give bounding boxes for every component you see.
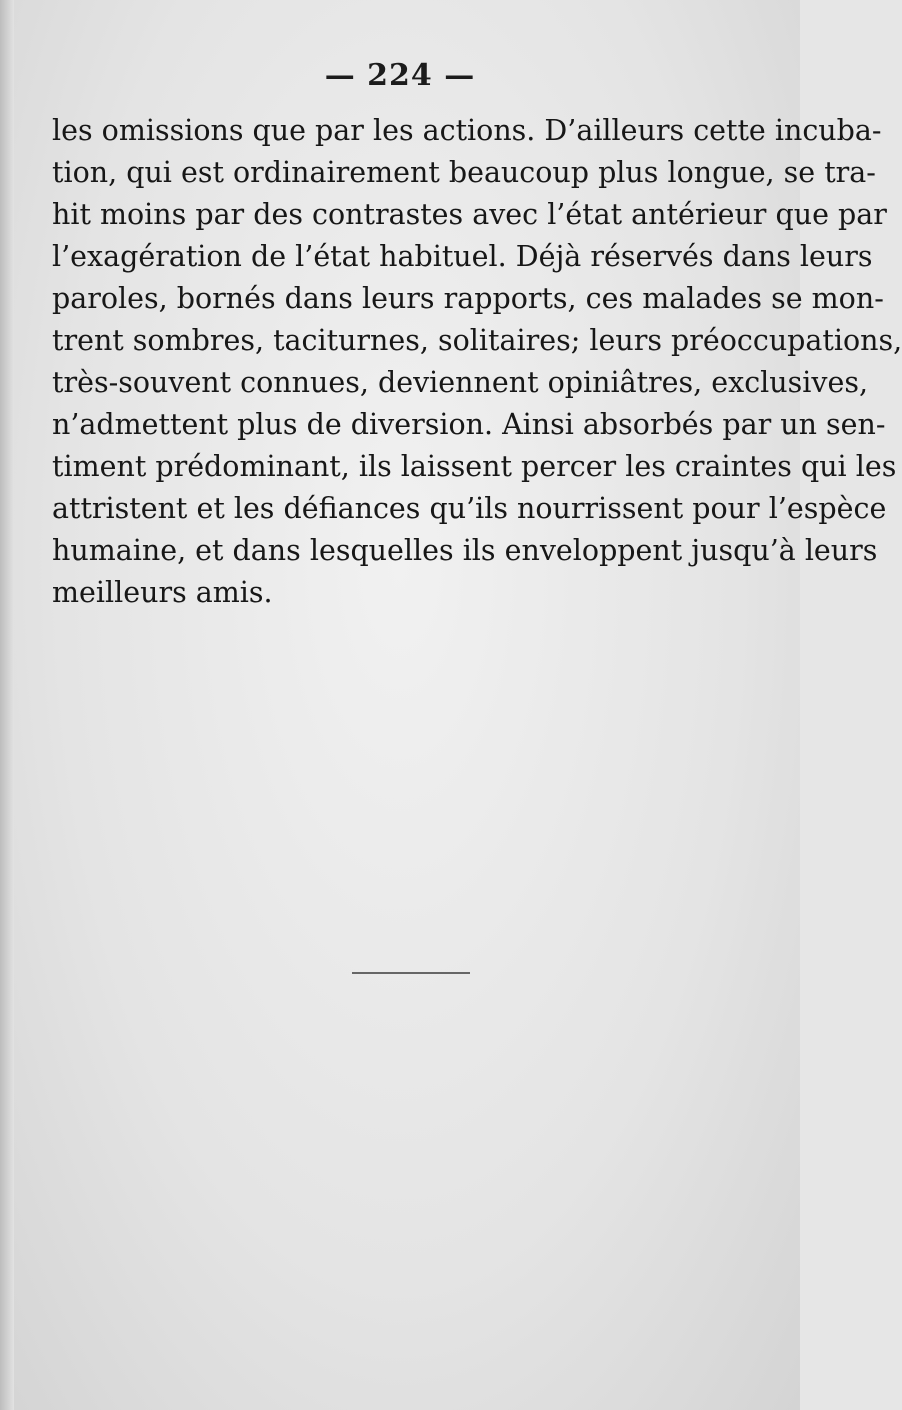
section-separator-rule [352, 972, 470, 974]
page-gutter-shadow [0, 0, 14, 1410]
page-number: — 224 — [324, 58, 476, 93]
text-line: humaine, et dans lesquelles ils enveloppent jusqu’à leurs [52, 534, 878, 567]
body-paragraph [52, 110, 902, 614]
text-line: meilleurs amis. [52, 576, 273, 609]
text-line: très-souvent connues, deviennent opiniâtres, exclusives, [52, 366, 869, 399]
text-line: trent sombres, taciturnes, solitaires; leurs préoccupations, [52, 324, 902, 357]
text-line: hit moins par des contrastes avec l’état antérieur que par [52, 198, 887, 231]
text-line: paroles, bornés dans leurs rapports, ces malades se mon- [52, 282, 884, 315]
text-line: n’admettent plus de diversion. Ainsi absorbés par un sen- [52, 408, 886, 441]
text-line: tion, qui est ordinairement beaucoup plus longue, se tra- [52, 156, 876, 189]
text-line: l’exagération de l’état habituel. Déjà réservés dans leurs [52, 240, 873, 273]
text-line: les omissions que par les actions. D’ailleurs cette incuba- [52, 114, 882, 147]
text-line: attristent et les défiances qu’ils nourrissent pour l’espèce [52, 492, 887, 525]
text-line: timent prédominant, ils laissent percer les craintes qui les [52, 450, 897, 483]
